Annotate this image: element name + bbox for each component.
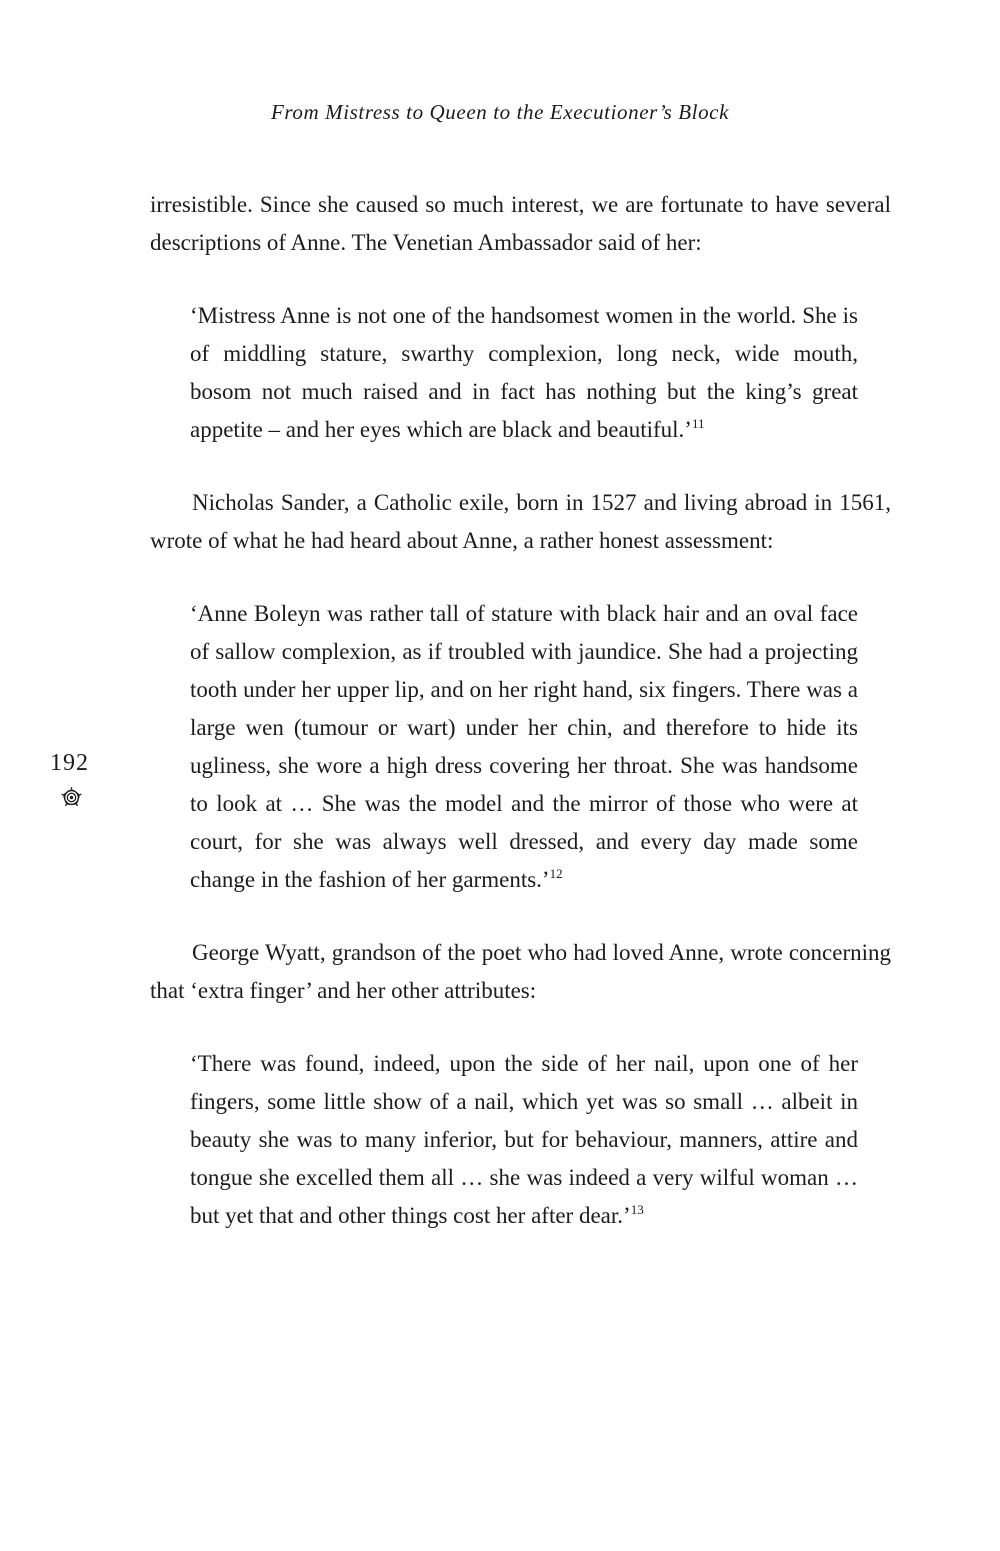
footnote-marker: 13: [630, 1202, 644, 1217]
paragraph-nicholas-sander: Nicholas Sander, a Catholic exile, born in 1527 and living abroad in 1561, wrote of what he had heard about Anne, a rather honest assessment:: [150, 490, 891, 553]
page-number: 192: [50, 750, 89, 776]
running-header: From Mistress to Queen to the Executioner’s Block: [270, 100, 730, 124]
footnote-marker: 11: [691, 416, 705, 431]
page-margin: [50, 750, 110, 811]
paragraph-george-wyatt: George Wyatt, grandson of the poet who had loved Anne, wrote concerning that ‘extra finger’ and her other attributes:: [150, 940, 891, 1003]
quote-text: ‘Anne Boleyn was rather tall of stature with black hair and an oval face of sallow complexion, as if troubled with jaundice. She had a projecting tooth under her upper lip, and on her right hand, six fingers. There was a large wen (tumour or wart) under her chin, and therefore to hide its ugliness, she wore a high dress covering her throat. She was handsome to look at … She was the model and the mirror of those who were at court, for she was always well dressed, and every day made some change in the fashion of her garments.’: [190, 601, 858, 892]
quote-text: ‘Mistress Anne is not one of the handsomest women in the world. She is of middling stature, swarthy complexion, long neck, wide mouth, bosom not much raised and in fact has nothing but the king’s great appetite – and her eyes which are black and beautiful.’: [190, 303, 858, 442]
footnote-marker: 12: [549, 866, 563, 881]
paragraph-venetian-intro: irresistible. Since she caused so much interest, we are fortunate to have several descriptions of Anne. The Venetian Ambassador said of her:: [150, 192, 891, 255]
tudor-rose-rosette-icon: [58, 784, 85, 811]
block-quote-nicholas-sander: [190, 595, 858, 899]
block-quote-venetian-ambassador: [190, 297, 858, 449]
block-quote-george-wyatt: [190, 1045, 858, 1235]
text-column: [150, 186, 891, 1270]
quote-text: ‘There was found, indeed, upon the side of her nail, upon one of her fingers, some little show of a nail, which yet was so small … albeit in beauty she was to many inferior, but for behaviour, manners, attire and tongue she excelled them all … she was indeed a very wilful woman … but yet that and other things cost her after dear.’: [190, 1051, 858, 1228]
